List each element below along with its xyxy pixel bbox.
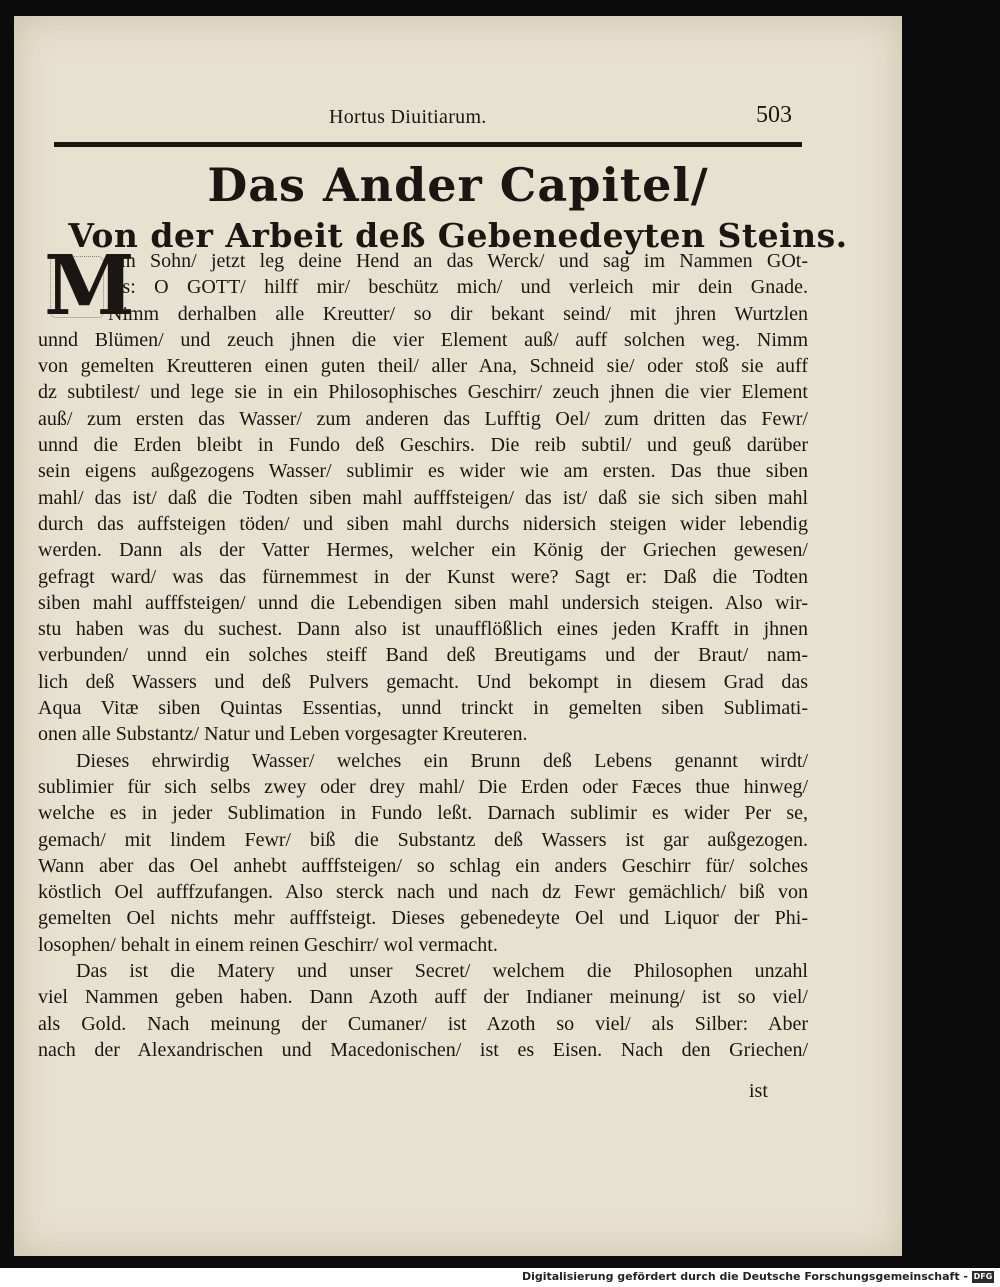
text-line: stu haben was du suchest. Dann also ist unaufflößlich eines jeden Krafft in jhnen [38,618,808,641]
text-line: losophen/ behalt in einem reinen Geschirr/ wol vermacht. [38,933,498,956]
chapter-subtitle: Von der Arbeit deß Gebenedeyten Steins. [68,216,848,255]
text-line: Das ist die Matery und unser Secret/ welchem die Philosophen unzahl [76,960,808,983]
text-line: werden. Dann als der Vatter Hermes, welcher ein König der Griechen gewesen/ [38,539,808,562]
text-line: verbunden/ unnd ein solches steiff Band deß Breutigams und der Braut/ nam- [38,644,808,667]
running-title: Hortus Diuitiarum. [329,106,487,128]
text-line: gemach/ mit lindem Fewr/ biß die Substantz deß Wassers ist gar außgezogen. [38,828,808,851]
text-line: Nimm derhalben alle Kreutter/ so dir bekant seind/ mit jhren Wurtzlen [108,302,808,325]
text-line: gefragt ward/ was das fürnemmest in der Kunst were? Sagt er: Daß die Todten [38,565,808,588]
catchword: ist [749,1080,768,1102]
text-line: Wann aber das Oel anhebt aufffsteigen/ so schlag ein anders Geschirr für/ solches [38,854,808,877]
book-page [14,16,902,1256]
header-rule [54,142,802,147]
text-line: köstlich Oel aufffzufangen. Also sterck nach und nach dz Fewr gemächlich/ biß von [38,881,808,904]
text-line: sein eigens außgezogens Wasser/ sublimir es wider wie am ersten. Das thue siben [38,460,808,483]
text-line: tes: O GOTT/ hilff mir/ beschütz mich/ und verleich mir dein Gnade. [108,276,808,299]
footer-strip [0,1268,1000,1287]
footer-credit: Digitalisierung gefördert durch die Deutsche Forschungsgemeinschaft - [521,1270,968,1283]
page-header [14,102,902,146]
text-line: auß/ zum ersten das Wasser/ zum anderen das Lufftig Oel/ zum dritten das Fewr/ [38,407,808,430]
text-line: sublimier für sich selbs zwey oder drey mahl/ Die Erden oder Fæces thue hinweg/ [38,775,808,798]
text-line: welche es in jeder Sublimation in Fundo leßt. Darnach sublimir es wider Per se, [38,802,808,825]
text-line: onen alle Substantz/ Natur und Leben vorgesagter Kreuteren. [38,723,528,746]
drop-cap-initial: M [44,238,135,334]
text-line: mahl/ das ist/ daß die Todten siben mahl aufffsteigen/ das ist/ daß sie sich siben mahl [38,486,808,509]
dfg-logo: DFG [973,1272,993,1281]
text-line: dz subtilest/ und lege sie in ein Philosophisches Geschirr/ zeuch jhnen die vier Element [38,381,808,404]
chapter-title: Das Ander Capitel/ [207,158,709,212]
body-text [38,238,808,1063]
text-line: unnd die Erden bleibt in Fundo deß Geschirs. Die reib subtil/ und geuß darüber [38,434,808,457]
text-line: Aqua Vitæ siben Quintas Essentias, unnd trinckt in gemelten siben Sublimati- [38,697,808,720]
page-number: 503 [756,102,792,128]
text-line: Ein Sohn/ jetzt leg deine Hend an das Werck/ und sag im Nammen GOt- [108,250,808,272]
text-line: nach der Alexandrischen und Macedonischen/ ist es Eisen. Nach den Griechen/ [38,1038,808,1061]
text-line: unnd Blümen/ und zeuch jhnen die vier Element auß/ auff solchen weg. Nimm [38,328,808,351]
text-line: siben mahl aufffsteigen/ unnd die Lebendigen siben mahl undersich steigen. Also wir- [38,591,808,614]
text-line: gemelten Oel nichts mehr aufffsteigt. Dieses gebenedeyte Oel und Liquor der Phi- [38,907,808,930]
text-line: lich deß Wassers und deß Pulvers gemacht. Und bekompt in diesem Grad das [38,670,808,693]
text-line: Dieses ehrwirdig Wasser/ welches ein Brunn deß Lebens genannt wirdt/ [76,749,808,772]
text-line: als Gold. Nach meinung der Cumaner/ ist Azoth so viel/ als Silber: Aber [38,1012,808,1035]
text-line: viel Nammen geben haben. Dann Azoth auff der Indianer meinung/ ist so viel/ [38,986,808,1009]
text-line: von gemelten Kreutteren einen guten theil/ aller Ana, Schneid sie/ oder stoß sie auff [38,355,808,378]
text-line: durch das auffsteigen töden/ und siben mahl durchs nidersich steigen wider lebendig [38,512,808,535]
